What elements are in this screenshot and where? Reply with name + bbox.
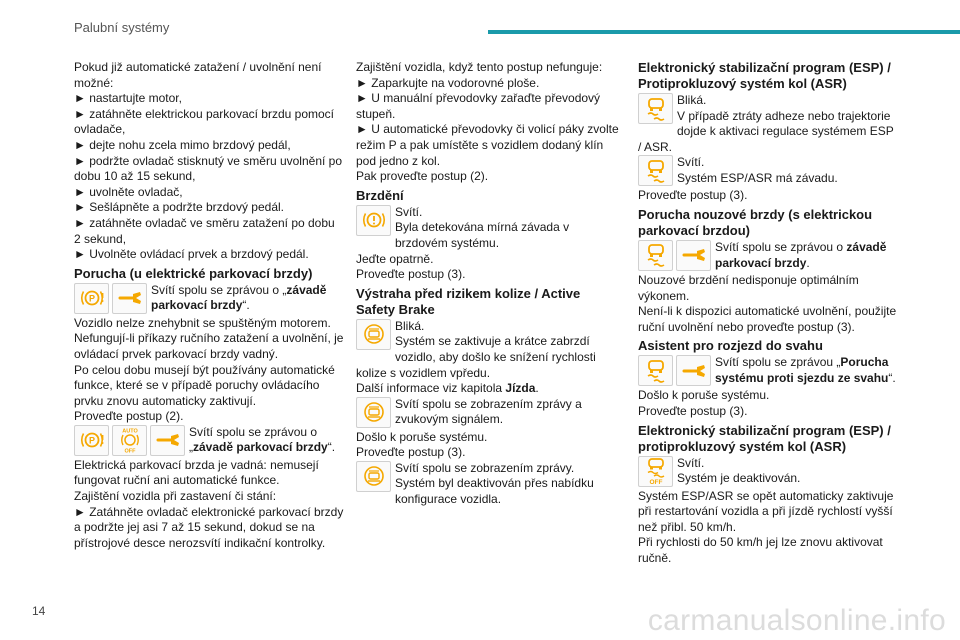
warning-entry	[638, 155, 900, 188]
paragraph: Pokud již automatické zatažení / uvolnění není možné:	[74, 60, 322, 90]
warning-text: Svítí.	[677, 455, 705, 470]
paragraph: Došlo k poruše systému.	[356, 429, 488, 444]
warning-message: závadě parkovací brzdy	[193, 440, 328, 455]
warning-entry	[638, 93, 900, 155]
section-heading: Výstraha před rizikem kolize / Active Safety Brake	[356, 285, 581, 317]
warning-text: Svítí spolu se zprávou „	[715, 355, 841, 370]
paragraph: Systém se zaktivuje a krátce zabrzdí vozidlo, aby došlo ke snížení rychlosti kolize s vozidlem vpředu.	[356, 334, 596, 380]
step-item: ► U manuální převodovky zařaďte převodový stupeň.	[356, 91, 601, 121]
paragraph: Elektrická parkovací brzda je vadná: nemusejí fungovat ruční ani automatické funkce.	[74, 457, 319, 488]
step-item: ► zatáhněte elektrickou parkovací brzdu pomocí ovladače,	[74, 106, 335, 137]
column-1	[74, 60, 344, 551]
paragraph: Pak proveďte postup (2).	[356, 169, 489, 184]
step-item: ► uvolněte ovladač,	[74, 184, 183, 199]
more-info-text: .	[535, 381, 539, 396]
paragraph: Po celou dobu musejí být používány automatické funkce, které se v případě poruchy ovládacího prvku znovu automaticky zaktivují.	[74, 362, 335, 408]
warning-text: Svítí spolu se zprávou o „	[151, 282, 287, 297]
paragraph: Proveďte postup (3).	[356, 445, 466, 460]
warning-text: “.	[327, 440, 336, 455]
paragraph: Proveďte postup (3).	[638, 188, 748, 203]
step-item: ► zatáhněte ovladač ve směru zatažení po dobu 2 sekund,	[74, 215, 335, 246]
step-item: ► Sešlápněte a podržte brzdový pedál.	[74, 200, 285, 215]
column-2	[356, 60, 621, 508]
svg-text:OFF: OFF	[649, 479, 662, 486]
paragraph: V případě ztráty adheze nebo trajektorie dojde k aktivaci regulace systémem ESP / ASR.	[638, 108, 894, 154]
warning-entry	[356, 397, 621, 430]
warning-text: “.	[242, 298, 250, 313]
page-number: 14	[32, 604, 46, 618]
warning-text: “.	[888, 370, 896, 385]
warning-text: .	[806, 255, 810, 270]
esp-off-icon	[638, 456, 673, 487]
paragraph: Systém ESP/ASR se opět automaticky zaktivuje při restartování vozidla a při jízdě rychlostí vyšší než přibl. 50 km/h.	[638, 488, 894, 534]
paragraph: Nouzové brzdění nedisponuje optimálním výkonem.	[638, 272, 859, 303]
warning-entry	[356, 205, 621, 252]
warning-entry	[638, 355, 900, 388]
esp-skid-icon	[638, 355, 673, 386]
step-item: ► dejte nohu zcela mimo brzdový pedál,	[74, 137, 291, 152]
wrench-icon	[676, 240, 711, 271]
esp-skid-icon	[638, 155, 673, 186]
step-item: ► nastartujte motor,	[74, 91, 182, 106]
svg-text:OFF: OFF	[124, 448, 135, 455]
parking-brake-warning-icon	[74, 283, 109, 314]
more-info-text: Další informace viz kapitola	[356, 381, 506, 396]
warning-text: Svítí.	[677, 155, 705, 170]
auto-off-icon	[112, 425, 147, 456]
chapter-reference: Jízda	[505, 381, 536, 396]
paragraph: Zajištění vozidla při zastavení či stání:	[74, 489, 277, 504]
esp-skid-icon	[638, 240, 673, 271]
step-item: ► Zatáhněte ovladač elektronické parkovací brzdy a podržte jej asi 7 až 15 sekund, dokud se na přístrojové desce nerozsvítí indikační kontrolky.	[74, 504, 344, 550]
warning-entry	[356, 461, 621, 508]
paragraph	[356, 381, 621, 397]
warning-text: Bliká.	[677, 93, 707, 107]
warning-entry	[74, 425, 344, 458]
section-heading: Porucha (u elektrické parkovací brzdy)	[74, 265, 313, 281]
paragraph: Při rychlosti do 50 km/h jej lze znovu aktivovat ručně.	[638, 535, 883, 565]
wrench-icon	[112, 283, 147, 314]
warning-message: Porucha systému proti sjezdu ze svahu	[715, 355, 889, 385]
paragraph: Proveďte postup (2).	[74, 409, 184, 424]
step-item: ► podržte ovladač stisknutý ve směru uvolnění po dobu 10 až 15 sekund,	[74, 153, 343, 184]
section-heading: Brzdění	[356, 187, 404, 203]
column-3	[638, 60, 900, 567]
paragraph: Zajištění vozidla, když tento postup nefunguje:	[356, 60, 603, 74]
warning-text: Svítí spolu se zobrazením zprávy a zvukovým signálem.	[395, 396, 582, 427]
step-item: ► U automatické převodovky či volicí páky zvolte režim P a pak umístěte s vozidlem dodaný klín pod jedno z kol.	[356, 122, 619, 168]
warning-entry	[638, 240, 900, 273]
collision-alert-icon	[356, 319, 391, 350]
brake-warning-icon	[356, 205, 391, 236]
warning-message: závadě parkovací brzdy	[715, 239, 887, 270]
collision-alert-icon	[356, 397, 391, 428]
section-heading: Asistent pro rozjezd do svahu	[638, 338, 823, 354]
step-item: ► Zaparkujte na vodorovné ploše.	[356, 75, 540, 90]
paragraph: Proveďte postup (3).	[638, 403, 748, 418]
wrench-icon	[676, 355, 711, 386]
svg-text:P: P	[88, 293, 95, 304]
paragraph: Proveďte postup (3).	[356, 267, 466, 282]
warning-text: Svítí spolu se zprávou o „	[189, 424, 318, 455]
parking-brake-warning-icon	[74, 425, 109, 456]
esp-skid-icon	[638, 93, 673, 124]
section-heading: Elektronický stabilizační program (ESP) / Protiprokluzový systém kol (ASR)	[638, 60, 891, 91]
warning-message: závadě parkovací brzdy	[151, 282, 327, 313]
wrench-icon	[150, 425, 185, 456]
header-title: Palubní systémy	[74, 20, 170, 35]
warning-text: Bliká.	[395, 318, 425, 333]
paragraph: Systém je deaktivován.	[677, 471, 801, 486]
warning-entry	[638, 456, 900, 489]
watermark: carmanualsonline.info	[647, 604, 946, 637]
svg-text:AUTO: AUTO	[121, 428, 138, 435]
warning-text: Svítí spolu se zprávou o	[715, 239, 847, 254]
svg-text:P: P	[88, 435, 95, 446]
section-heading: Porucha nouzové brzdy (s elektrickou parkovací brzdou)	[638, 206, 873, 238]
paragraph: Jeďte opatrně.	[356, 251, 434, 266]
paragraph: Systém byl deaktivován přes nabídku konfigurace vozidla.	[395, 476, 594, 507]
paragraph: Došlo k poruše systému.	[638, 388, 770, 403]
header-accent-bar	[488, 30, 960, 34]
paragraph: Není-li k dispozici automatické uvolnění, použijte ruční uvolnění nebo proveďte postup (3).	[638, 304, 897, 334]
paragraph: Nefungují-li příkazy ručního zatažení a uvolnění, je ovládací prvek parkovací brzdy vadný.	[74, 331, 344, 361]
paragraph: Vozidlo nelze znehybnit se spuštěným motorem.	[74, 315, 331, 330]
warning-text: Svítí spolu se zobrazením zprávy.	[395, 460, 575, 475]
warning-entry	[356, 319, 621, 381]
warning-entry	[74, 283, 344, 316]
section-heading: Elektronický stabilizační program (ESP) / protiprokluzový systém kol (ASR)	[638, 422, 891, 454]
collision-alert-icon	[356, 461, 391, 492]
step-item: ► Uvolněte ovládací prvek a brzdový pedál.	[74, 247, 309, 262]
paragraph: Byla detekována mírná závada v brzdovém systému.	[395, 220, 570, 250]
warning-text: Svítí.	[395, 204, 423, 219]
paragraph: Systém ESP/ASR má závadu.	[677, 170, 838, 185]
